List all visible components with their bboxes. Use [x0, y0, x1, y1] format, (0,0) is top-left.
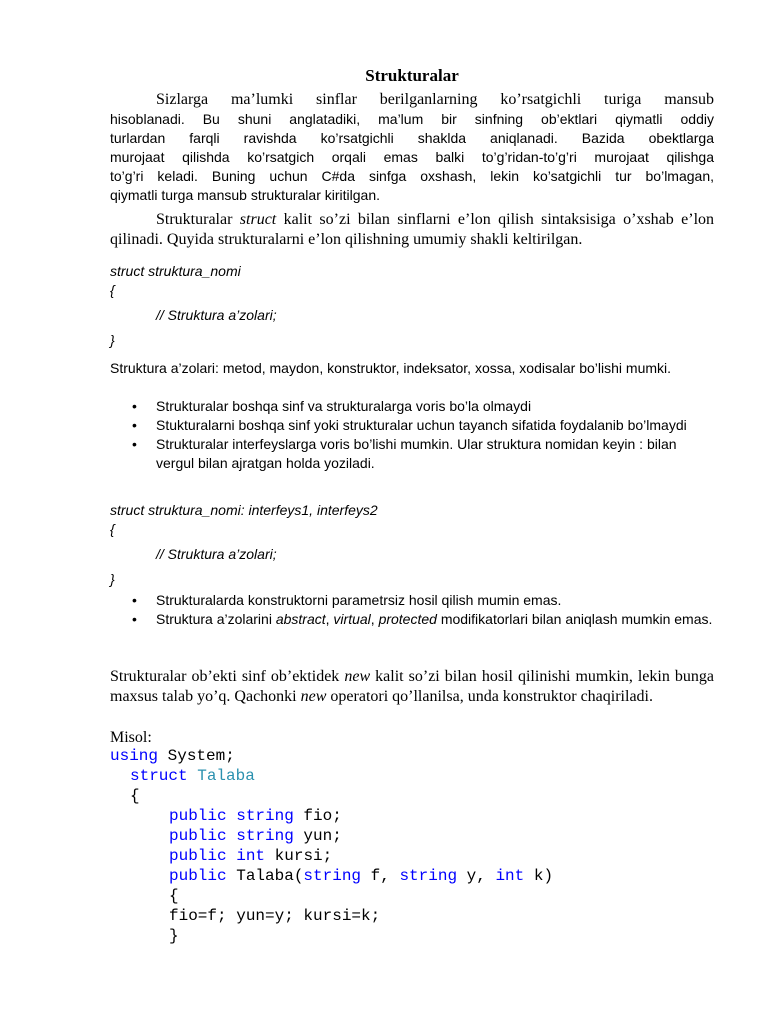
intro-line-3: turlardan farqli ravishda ko’rsatgichli shaklda aniqlanadi. Bazida obektlarga	[110, 130, 714, 146]
bullet2b-pre: Struktura a’zolarini	[156, 611, 276, 627]
code-line	[110, 826, 714, 846]
code-line	[110, 806, 714, 826]
members-text-content: Struktura a’zolari: metod, maydon, konstruktor, indeksator, xossa, xodisalar bo’lishi mumki.	[110, 360, 672, 376]
new-paragraph-post: operatori qo’llanilsa, unda konstruktor chaqiriladi.	[326, 688, 653, 705]
snippet2-comment: // Struktura a’zolari;	[156, 546, 277, 562]
code-text: y,	[457, 867, 496, 885]
new-paragraph-mid: kalit so’zi bilan hosil qilinishi mumkin, lekin bunga maxsus talab yo’q. Qachonki	[110, 668, 714, 705]
intro-line-6: qiymatli turga mansub strukturalar kiritilgan.	[110, 187, 380, 203]
code-text: yun;	[293, 827, 342, 845]
snippet1-comment: // Struktura a’zolari;	[156, 307, 277, 323]
code-keyword: string	[236, 807, 294, 825]
struct-paragraph	[110, 210, 714, 250]
bullet2b-sep: ,	[370, 611, 379, 627]
code-keyword: public	[169, 847, 227, 865]
code-text: kursi;	[265, 847, 333, 865]
new-paragraph-pre: Strukturalar ob’ekti sinf ob’ektidek	[110, 668, 345, 685]
bullet-list-1	[110, 397, 714, 473]
snippet1-open: {	[110, 282, 115, 298]
bullet-text: Stukturalarni boshqa sinf yoki strukturalar uchun tayanch sifatida foydalanib bo’lmaydi	[156, 417, 687, 433]
code-keyword: int	[236, 847, 266, 865]
code-line: {	[169, 887, 179, 905]
modifier-abstract: abstract	[275, 611, 326, 627]
list-item: • Strukturalar boshqa sinf va strukturalarga voris bo’la olmaydi	[132, 398, 532, 414]
code-keyword: struct	[130, 767, 188, 785]
code-keyword: string	[236, 827, 294, 845]
list-item: • Stukturalarni boshqa sinf yoki strukturalar uchun tayanch sifatida foydalanib bo’lmaydi	[132, 417, 687, 433]
code-text: f,	[361, 867, 400, 885]
code-keyword: string	[303, 867, 362, 885]
new-paragraph-text	[110, 667, 714, 707]
code-keyword: string	[399, 867, 458, 885]
new-paragraph	[110, 667, 714, 707]
members-text	[110, 359, 714, 378]
snippet2-line1: struct struktura_nomi: interfeys1, interfeys2	[110, 502, 378, 518]
snippet2-open: {	[110, 521, 115, 537]
code-text: Talaba(	[226, 867, 304, 885]
intro-line-4: murojaat qilishda ko’rsatgich orqali emas balki to’g’ridan-to’g’ri murojaat qilishga	[110, 149, 714, 165]
struct-keyword: struct	[239, 211, 277, 228]
snippet1-line1: struct struktura_nomi	[110, 263, 241, 279]
intro-paragraph	[110, 90, 714, 205]
bullet-text: Strukturalarda konstruktorni parametrsiz hosil qilish mumin emas.	[156, 592, 562, 608]
bullet2b-sep: ,	[325, 611, 334, 627]
code-line	[110, 846, 714, 866]
modifier-virtual: virtual	[333, 611, 371, 627]
syntax-snippet-2	[110, 501, 714, 589]
bullet-text: Strukturalar boshqa sinf va strukturalarga voris bo’la olmaydi	[156, 398, 532, 414]
code-type: Talaba	[197, 767, 255, 785]
code-text: k)	[524, 867, 554, 885]
struct-paragraph-pre: Strukturalar	[156, 211, 240, 228]
code-text: System;	[158, 747, 235, 765]
code-keyword: public	[169, 807, 227, 825]
intro-line-5: to’g’ri keladi. Buning uchun C#da sinfga oxshash, lekin ko’satgichli tur bo’lmagan,	[110, 168, 714, 184]
code-line	[110, 866, 714, 886]
struct-paragraph-post: kalit so’zi bilan sinflarni e’lon qilish sintaksisiga o’xshab e’lon qilinadi. Quyida strukturalarni e’lon qilishning umumiy shakli keltirilgan.	[110, 211, 715, 248]
code-block	[110, 746, 714, 946]
code-line: {	[130, 787, 140, 805]
syntax-snippet-1	[110, 262, 714, 350]
code-text: fio;	[293, 807, 342, 825]
modifier-protected: protected	[378, 611, 437, 627]
new-keyword: new	[300, 688, 327, 705]
code-line	[110, 746, 714, 766]
intro-line-2: hisoblanadi. Bu shuni anglatadiki, ma’lum bir sinfning ob’ektlari qiymatli oddiy	[110, 111, 714, 127]
list-item: • Strukturalarda konstruktorni parametrsiz hosil qilish mumin emas.	[132, 592, 562, 608]
bullet-text: Strukturalar interfeyslarga voris bo’lishi mumkin. Ular struktura nomidan keyin : bilan vergul bilan ajratgan holda yoziladi.	[156, 436, 677, 471]
new-keyword: new	[344, 668, 371, 685]
snippet2-close: }	[110, 571, 115, 587]
example-label-text: Misol:	[110, 729, 152, 746]
list-item: • Struktura a’zolarini abstract, virtual, protected modifikatorlari bilan aniqlash mumkin emas.	[132, 611, 713, 627]
intro-line-1: Sizlarga ma’lumki sinflar berilganlarning ko’rsatgichli turiga mansub	[156, 91, 714, 108]
code-keyword: int	[495, 867, 525, 885]
code-line	[110, 766, 714, 786]
struct-paragraph-text	[110, 210, 714, 250]
list-item: • Strukturalar interfeyslarga voris bo’lishi mumkin. Ular struktura nomidan keyin : bilan vergul bilan ajratgan holda yoziladi.	[132, 436, 677, 471]
code-line: fio=f; yun=y; kursi=k;	[169, 907, 381, 925]
code-keyword: public	[169, 867, 227, 885]
page-title: Strukturalar	[365, 66, 459, 85]
bullet-text	[156, 611, 712, 627]
code-keyword: public	[169, 827, 227, 845]
code-line: }	[169, 927, 179, 945]
bullet2b-post: modifikatorlari bilan aniqlash mumkin emas.	[436, 611, 713, 627]
code-keyword: using	[110, 747, 159, 765]
bullet-list-2	[110, 591, 714, 629]
example-label	[110, 728, 714, 748]
snippet1-close: }	[110, 332, 115, 348]
